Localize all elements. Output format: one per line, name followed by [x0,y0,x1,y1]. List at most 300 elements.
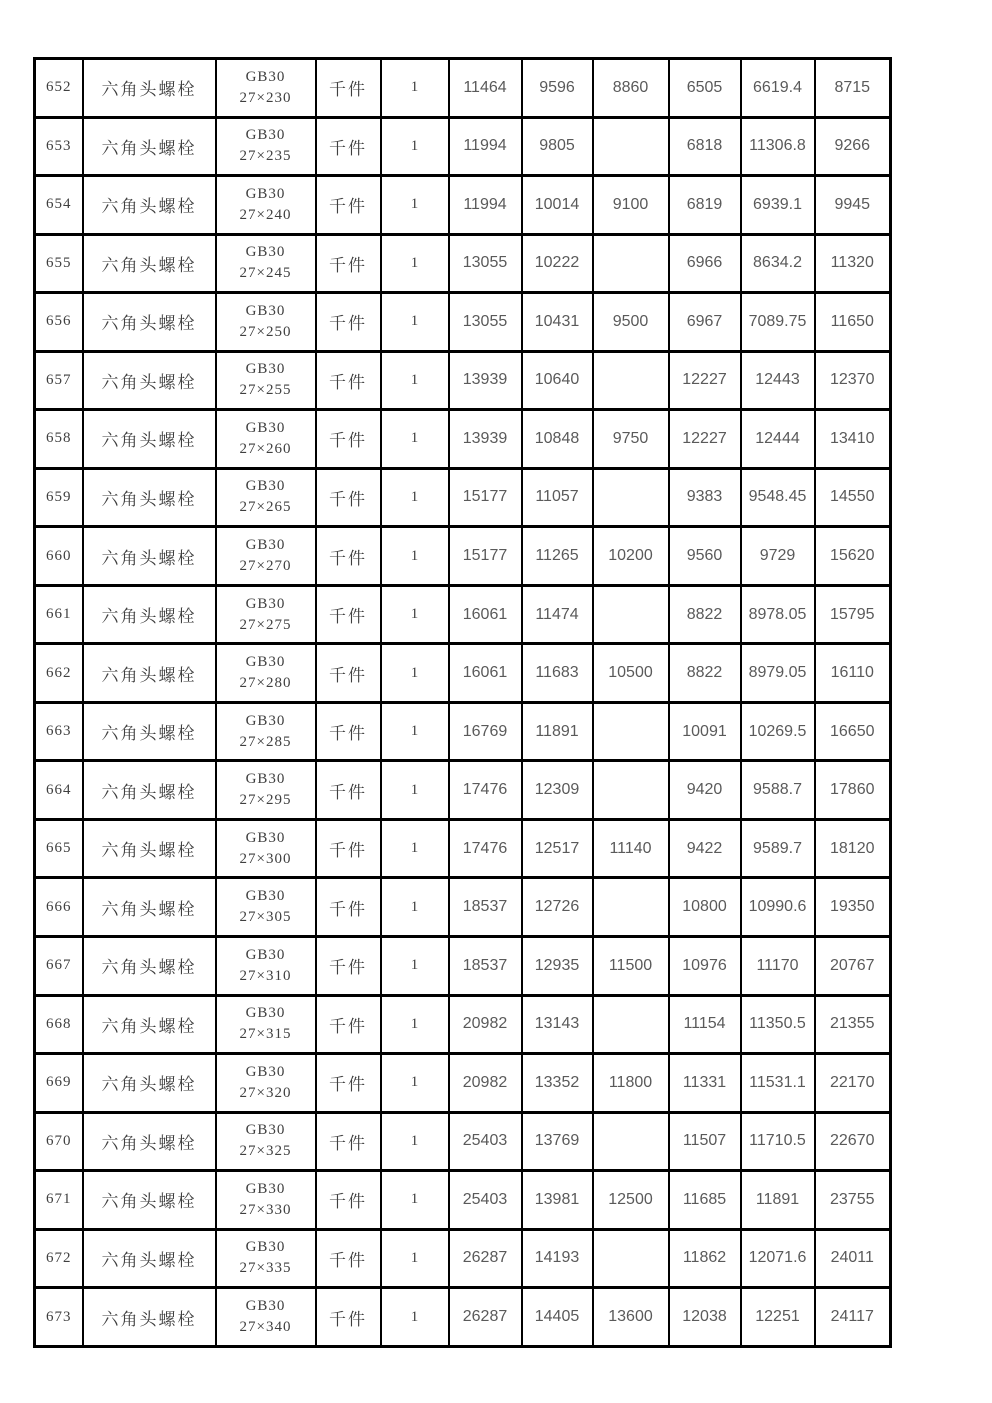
value-cell-6: 15795 [815,585,891,644]
unit-cell: 千件 [316,1112,381,1171]
seq-cell: 662 [35,644,83,703]
value-cell-5: 11350.5 [741,995,815,1054]
seq-cell: 671 [35,1171,83,1230]
table-row [35,1112,891,1171]
spec-standard-label: GB30 [245,771,286,788]
bolt-price-table [33,57,892,1348]
unit-cell: 千件 [316,761,381,820]
unit-cell: 千件 [316,936,381,995]
value-cell-4: 6819 [669,176,741,235]
value-cell-2: 11683 [522,644,593,703]
spec-standard-label: GB30 [245,127,286,144]
value-cell-2: 11891 [522,702,593,761]
value-cell-1: 17476 [449,761,522,820]
spec-standard-label: GB30 [245,1180,286,1197]
table-row [35,1171,891,1230]
value-cell-1: 11994 [449,176,522,235]
value-cell-5: 9548.45 [741,468,815,527]
table-row [35,1054,891,1113]
seq-cell: 661 [35,585,83,644]
spec-standard-label: GB30 [245,244,286,261]
value-cell-5: 9589.7 [741,819,815,878]
product-name-cell: 六角头螺栓 [83,59,216,118]
quantity-cell: 1 [381,702,449,761]
value-cell-6: 14550 [815,468,891,527]
quantity-cell: 1 [381,1288,449,1347]
value-cell-5: 7089.75 [741,293,815,352]
value-cell-1: 26287 [449,1288,522,1347]
spec-size-label: 27×260 [239,440,292,457]
value-cell-1: 15177 [449,468,522,527]
seq-cell: 672 [35,1229,83,1288]
value-cell-5: 10269.5 [741,702,815,761]
table-row [35,527,891,586]
spec-cell [216,936,316,995]
value-cell-4: 6966 [669,234,741,293]
quantity-cell: 1 [381,878,449,937]
value-cell-2: 10848 [522,410,593,469]
value-cell-4: 11154 [669,995,741,1054]
value-cell-5: 10990.6 [741,878,815,937]
value-cell-3: 9750 [593,410,669,469]
value-cell-5: 6939.1 [741,176,815,235]
table-row [35,59,891,118]
spec-size-label: 27×340 [239,1319,292,1336]
value-cell-1: 20982 [449,1054,522,1113]
table-row [35,117,891,176]
value-cell-2: 12309 [522,761,593,820]
spec-size-label: 27×295 [239,792,292,809]
value-cell-2: 14405 [522,1288,593,1347]
value-cell-5: 8978.05 [741,585,815,644]
seq-cell: 663 [35,702,83,761]
quantity-cell: 1 [381,585,449,644]
unit-cell: 千件 [316,878,381,937]
value-cell-3: 10200 [593,527,669,586]
seq-cell: 653 [35,117,83,176]
seq-cell: 670 [35,1112,83,1171]
spec-size-label: 27×265 [239,499,292,516]
spec-standard-label: GB30 [245,829,286,846]
spec-size-label: 27×320 [239,1084,292,1101]
value-cell-2: 13981 [522,1171,593,1230]
unit-cell: 千件 [316,1288,381,1347]
value-cell-3 [593,585,669,644]
value-cell-3 [593,995,669,1054]
value-cell-6: 11320 [815,234,891,293]
spec-cell [216,761,316,820]
seq-cell: 669 [35,1054,83,1113]
value-cell-1: 18537 [449,878,522,937]
table-row [35,1288,891,1347]
unit-cell: 千件 [316,410,381,469]
seq-cell: 666 [35,878,83,937]
spec-size-label: 27×310 [239,967,292,984]
value-cell-3: 10500 [593,644,669,703]
product-name-cell: 六角头螺栓 [83,1288,216,1347]
spec-size-label: 27×230 [239,89,292,106]
product-name-cell: 六角头螺栓 [83,819,216,878]
spec-cell [216,819,316,878]
value-cell-6: 9266 [815,117,891,176]
value-cell-1: 20982 [449,995,522,1054]
value-cell-2: 14193 [522,1229,593,1288]
value-cell-6: 22670 [815,1112,891,1171]
value-cell-1: 15177 [449,527,522,586]
spec-cell [216,410,316,469]
value-cell-5: 12444 [741,410,815,469]
value-cell-2: 12517 [522,819,593,878]
seq-cell: 673 [35,1288,83,1347]
value-cell-5: 12071.6 [741,1229,815,1288]
value-cell-6: 12370 [815,351,891,410]
quantity-cell: 1 [381,351,449,410]
value-cell-5: 9588.7 [741,761,815,820]
unit-cell: 千件 [316,995,381,1054]
value-cell-6: 24011 [815,1229,891,1288]
value-cell-4: 6818 [669,117,741,176]
spec-standard-label: GB30 [245,361,286,378]
value-cell-5: 6619.4 [741,59,815,118]
value-cell-2: 12726 [522,878,593,937]
value-cell-5: 11170 [741,936,815,995]
product-name-cell: 六角头螺栓 [83,176,216,235]
price-table-body [35,59,891,1347]
value-cell-6: 24117 [815,1288,891,1347]
spec-standard-label: GB30 [245,1298,286,1315]
value-cell-5: 12443 [741,351,815,410]
spec-size-label: 27×305 [239,909,292,926]
spec-cell [216,293,316,352]
seq-cell: 657 [35,351,83,410]
value-cell-4: 9560 [669,527,741,586]
spec-standard-label: GB30 [245,185,286,202]
quantity-cell: 1 [381,1229,449,1288]
unit-cell: 千件 [316,1171,381,1230]
quantity-cell: 1 [381,936,449,995]
table-row [35,995,891,1054]
quantity-cell: 1 [381,1112,449,1171]
unit-cell: 千件 [316,819,381,878]
value-cell-4: 12227 [669,410,741,469]
value-cell-1: 13055 [449,234,522,293]
product-name-cell: 六角头螺栓 [83,1171,216,1230]
value-cell-2: 10640 [522,351,593,410]
product-name-cell: 六角头螺栓 [83,702,216,761]
spec-standard-label: GB30 [245,888,286,905]
product-name-cell: 六角头螺栓 [83,878,216,937]
value-cell-2: 11057 [522,468,593,527]
quantity-cell: 1 [381,995,449,1054]
quantity-cell: 1 [381,761,449,820]
spec-size-label: 27×255 [239,382,292,399]
value-cell-3: 11500 [593,936,669,995]
value-cell-1: 18537 [449,936,522,995]
product-name-cell: 六角头螺栓 [83,293,216,352]
spec-size-label: 27×280 [239,675,292,692]
spec-cell [216,527,316,586]
table-row [35,936,891,995]
value-cell-1: 17476 [449,819,522,878]
value-cell-2: 11474 [522,585,593,644]
value-cell-1: 16061 [449,585,522,644]
quantity-cell: 1 [381,410,449,469]
value-cell-3: 9500 [593,293,669,352]
table-row [35,644,891,703]
quantity-cell: 1 [381,819,449,878]
product-name-cell: 六角头螺栓 [83,351,216,410]
value-cell-1: 26287 [449,1229,522,1288]
spec-standard-label: GB30 [245,419,286,436]
value-cell-6: 17860 [815,761,891,820]
unit-cell: 千件 [316,702,381,761]
spec-standard-label: GB30 [245,1239,286,1256]
value-cell-4: 9383 [669,468,741,527]
value-cell-3 [593,117,669,176]
value-cell-6: 8715 [815,59,891,118]
value-cell-5: 8634.2 [741,234,815,293]
value-cell-3: 8860 [593,59,669,118]
unit-cell: 千件 [316,293,381,352]
table-row [35,761,891,820]
seq-cell: 660 [35,527,83,586]
unit-cell: 千件 [316,351,381,410]
value-cell-3: 13600 [593,1288,669,1347]
table-row [35,468,891,527]
value-cell-3 [593,702,669,761]
spec-cell [216,59,316,118]
value-cell-5: 11531.1 [741,1054,815,1113]
value-cell-1: 11464 [449,59,522,118]
seq-cell: 658 [35,410,83,469]
value-cell-3: 11800 [593,1054,669,1113]
value-cell-6: 18120 [815,819,891,878]
product-name-cell: 六角头螺栓 [83,644,216,703]
unit-cell: 千件 [316,527,381,586]
table-row [35,293,891,352]
spec-size-label: 27×250 [239,323,292,340]
value-cell-3 [593,761,669,820]
spec-size-label: 27×335 [239,1260,292,1277]
quantity-cell: 1 [381,117,449,176]
value-cell-4: 9422 [669,819,741,878]
seq-cell: 655 [35,234,83,293]
value-cell-3 [593,234,669,293]
spec-cell [216,702,316,761]
value-cell-1: 11994 [449,117,522,176]
spec-cell [216,1171,316,1230]
value-cell-4: 12038 [669,1288,741,1347]
seq-cell: 659 [35,468,83,527]
value-cell-4: 8822 [669,585,741,644]
seq-cell: 668 [35,995,83,1054]
quantity-cell: 1 [381,1171,449,1230]
spec-standard-label: GB30 [245,1005,286,1022]
table-row [35,176,891,235]
value-cell-4: 10800 [669,878,741,937]
product-name-cell: 六角头螺栓 [83,527,216,586]
value-cell-6: 23755 [815,1171,891,1230]
value-cell-6: 16110 [815,644,891,703]
seq-cell: 664 [35,761,83,820]
value-cell-3: 11140 [593,819,669,878]
value-cell-3: 9100 [593,176,669,235]
value-cell-6: 9945 [815,176,891,235]
unit-cell: 千件 [316,585,381,644]
spec-size-label: 27×235 [239,148,292,165]
seq-cell: 656 [35,293,83,352]
table-row [35,1229,891,1288]
value-cell-5: 11306.8 [741,117,815,176]
seq-cell: 654 [35,176,83,235]
value-cell-2: 9805 [522,117,593,176]
value-cell-1: 13939 [449,351,522,410]
unit-cell: 千件 [316,644,381,703]
value-cell-3 [593,878,669,937]
spec-size-label: 27×330 [239,1201,292,1218]
value-cell-4: 8822 [669,644,741,703]
spec-standard-label: GB30 [245,1122,286,1139]
spec-standard-label: GB30 [245,68,286,85]
quantity-cell: 1 [381,1054,449,1113]
quantity-cell: 1 [381,234,449,293]
seq-cell: 667 [35,936,83,995]
seq-cell: 652 [35,59,83,118]
value-cell-5: 11891 [741,1171,815,1230]
spec-size-label: 27×245 [239,265,292,282]
value-cell-6: 13410 [815,410,891,469]
table-row [35,819,891,878]
spec-cell [216,351,316,410]
value-cell-3 [593,1229,669,1288]
value-cell-4: 10091 [669,702,741,761]
unit-cell: 千件 [316,468,381,527]
unit-cell: 千件 [316,59,381,118]
value-cell-1: 25403 [449,1171,522,1230]
spec-standard-label: GB30 [245,302,286,319]
value-cell-6: 20767 [815,936,891,995]
value-cell-1: 13939 [449,410,522,469]
unit-cell: 千件 [316,234,381,293]
value-cell-3 [593,1112,669,1171]
value-cell-1: 16769 [449,702,522,761]
spec-standard-label: GB30 [245,537,286,554]
value-cell-4: 10976 [669,936,741,995]
value-cell-2: 10222 [522,234,593,293]
value-cell-2: 13769 [522,1112,593,1171]
value-cell-3 [593,468,669,527]
spec-size-label: 27×270 [239,558,292,575]
spec-cell [216,117,316,176]
spec-cell [216,1112,316,1171]
spec-cell [216,878,316,937]
spec-cell [216,644,316,703]
spec-standard-label: GB30 [245,1063,286,1080]
product-name-cell: 六角头螺栓 [83,1229,216,1288]
table-row [35,702,891,761]
value-cell-4: 11331 [669,1054,741,1113]
product-name-cell: 六角头螺栓 [83,761,216,820]
value-cell-4: 11862 [669,1229,741,1288]
unit-cell: 千件 [316,117,381,176]
table-row [35,351,891,410]
spec-cell [216,1288,316,1347]
spec-standard-label: GB30 [245,712,286,729]
value-cell-4: 11685 [669,1171,741,1230]
product-name-cell: 六角头螺栓 [83,468,216,527]
quantity-cell: 1 [381,468,449,527]
product-name-cell: 六角头螺栓 [83,410,216,469]
value-cell-2: 13352 [522,1054,593,1113]
spec-cell [216,1229,316,1288]
value-cell-3 [593,351,669,410]
spec-standard-label: GB30 [245,654,286,671]
unit-cell: 千件 [316,1054,381,1113]
value-cell-4: 6505 [669,59,741,118]
value-cell-2: 11265 [522,527,593,586]
value-cell-6: 15620 [815,527,891,586]
unit-cell: 千件 [316,176,381,235]
value-cell-4: 11507 [669,1112,741,1171]
value-cell-6: 19350 [815,878,891,937]
table-row [35,234,891,293]
value-cell-2: 13143 [522,995,593,1054]
value-cell-6: 11650 [815,293,891,352]
product-name-cell: 六角头螺栓 [83,585,216,644]
value-cell-5: 11710.5 [741,1112,815,1171]
value-cell-4: 6967 [669,293,741,352]
spec-standard-label: GB30 [245,946,286,963]
value-cell-1: 13055 [449,293,522,352]
value-cell-2: 9596 [522,59,593,118]
spec-size-label: 27×285 [239,733,292,750]
spec-standard-label: GB30 [245,478,286,495]
value-cell-5: 8979.05 [741,644,815,703]
quantity-cell: 1 [381,176,449,235]
spec-size-label: 27×275 [239,616,292,633]
quantity-cell: 1 [381,644,449,703]
spec-cell [216,1054,316,1113]
spec-size-label: 27×240 [239,206,292,223]
spec-cell [216,234,316,293]
value-cell-3: 12500 [593,1171,669,1230]
product-name-cell: 六角头螺栓 [83,936,216,995]
value-cell-2: 12935 [522,936,593,995]
value-cell-6: 16650 [815,702,891,761]
value-cell-5: 9729 [741,527,815,586]
table-row [35,410,891,469]
table-row [35,585,891,644]
quantity-cell: 1 [381,293,449,352]
product-name-cell: 六角头螺栓 [83,1054,216,1113]
value-cell-1: 25403 [449,1112,522,1171]
value-cell-4: 9420 [669,761,741,820]
value-cell-6: 21355 [815,995,891,1054]
value-cell-6: 22170 [815,1054,891,1113]
spec-standard-label: GB30 [245,595,286,612]
value-cell-5: 12251 [741,1288,815,1347]
product-name-cell: 六角头螺栓 [83,995,216,1054]
spec-size-label: 27×300 [239,850,292,867]
value-cell-2: 10014 [522,176,593,235]
value-cell-1: 16061 [449,644,522,703]
value-cell-2: 10431 [522,293,593,352]
spec-size-label: 27×325 [239,1143,292,1160]
table-row [35,878,891,937]
quantity-cell: 1 [381,527,449,586]
spec-cell [216,176,316,235]
quantity-cell: 1 [381,59,449,118]
